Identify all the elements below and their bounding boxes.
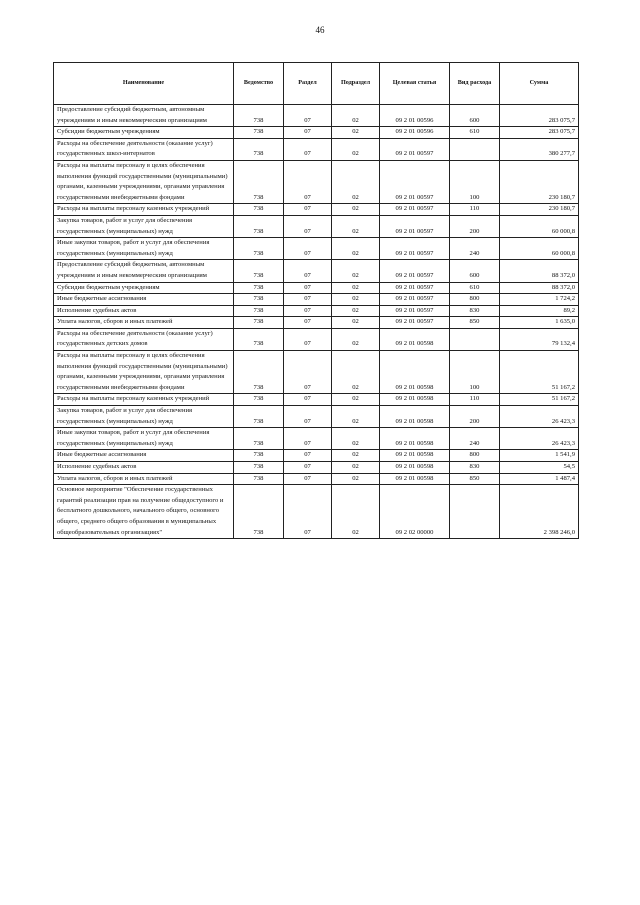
cell-article: 09 2 01 00598 (380, 473, 450, 485)
cell-dept: 738 (234, 485, 284, 539)
cell-article: 09 2 01 00598 (380, 394, 450, 406)
cell-article: 09 2 01 00597 (380, 215, 450, 237)
cell-exptype: 200 (450, 406, 500, 428)
cell-name: Закупка товаров, работ и услуг для обеспечения государственных (муниципальных) нужд (54, 406, 234, 428)
table-row (54, 394, 579, 406)
cell-dept: 738 (234, 473, 284, 485)
cell-exptype: 800 (450, 450, 500, 462)
cell-article: 09 2 01 00598 (380, 428, 450, 450)
cell-name: Иные закупки товаров, работ и услуг для обеспечения государственных (муниципальных) нужд (54, 428, 234, 450)
cell-sum: 54,5 (500, 462, 579, 474)
cell-sum: 230 180,7 (500, 204, 579, 216)
cell-subsection: 02 (332, 105, 380, 127)
cell-subsection: 02 (332, 328, 380, 350)
cell-article: 09 2 01 00598 (380, 406, 450, 428)
cell-subsection: 02 (332, 260, 380, 282)
cell-name: Иные бюджетные ассигнования (54, 294, 234, 306)
cell-name: Расходы на обеспечение деятельности (оказание услуг) государственных детских домов (54, 328, 234, 350)
cell-subsection: 02 (332, 317, 380, 329)
cell-section: 07 (284, 204, 332, 216)
cell-exptype: 850 (450, 473, 500, 485)
cell-dept: 738 (234, 305, 284, 317)
cell-dept: 738 (234, 394, 284, 406)
cell-sum: 1 487,4 (500, 473, 579, 485)
cell-dept: 738 (234, 328, 284, 350)
cell-section: 07 (284, 138, 332, 160)
cell-subsection: 02 (332, 294, 380, 306)
cell-sum: 60 000,8 (500, 238, 579, 260)
table-row (54, 204, 579, 216)
cell-subsection: 02 (332, 282, 380, 294)
cell-exptype: 240 (450, 428, 500, 450)
cell-article: 09 2 01 00597 (380, 282, 450, 294)
cell-sum: 89,2 (500, 305, 579, 317)
table-row (54, 260, 579, 282)
table-row (54, 473, 579, 485)
cell-subsection: 02 (332, 138, 380, 160)
cell-sum: 380 277,7 (500, 138, 579, 160)
cell-article: 09 2 01 00597 (380, 160, 450, 203)
table-row (54, 351, 579, 394)
cell-article: 09 2 01 00597 (380, 260, 450, 282)
cell-exptype (450, 138, 500, 160)
cell-exptype: 610 (450, 282, 500, 294)
cell-dept: 738 (234, 138, 284, 160)
cell-sum: 2 398 246,0 (500, 485, 579, 539)
cell-sum: 60 000,8 (500, 215, 579, 237)
cell-article: 09 2 01 00597 (380, 294, 450, 306)
cell-name: Иные закупки товаров, работ и услуг для обеспечения государственных (муниципальных) нужд (54, 238, 234, 260)
cell-name: Расходы на обеспечение деятельности (оказание услуг) государственных школ-интернатов (54, 138, 234, 160)
table-row (54, 215, 579, 237)
cell-article: 09 2 01 00598 (380, 462, 450, 474)
cell-article: 09 2 01 00597 (380, 138, 450, 160)
cell-sum: 1 541,9 (500, 450, 579, 462)
cell-exptype: 610 (450, 127, 500, 139)
cell-exptype: 850 (450, 317, 500, 329)
cell-section: 07 (284, 473, 332, 485)
cell-exptype: 110 (450, 394, 500, 406)
header-exptype: Вид расхода (450, 63, 500, 105)
cell-sum: 79 132,4 (500, 328, 579, 350)
cell-dept: 738 (234, 160, 284, 203)
table-row (54, 450, 579, 462)
cell-exptype (450, 485, 500, 539)
cell-dept: 738 (234, 317, 284, 329)
cell-name: Предоставление субсидий бюджетным, автономным учреждениям и иным некоммерческим организациям (54, 260, 234, 282)
cell-name: Основное мероприятие "Обеспечение государственных гарантий реализации прав на получение общедоступного и бесплатного дошкольного, начального общего, основного общего, среднего общего образования в муниципальных общеобразовательных организациях" (54, 485, 234, 539)
cell-sum: 51 167,2 (500, 394, 579, 406)
cell-section: 07 (284, 485, 332, 539)
cell-section: 07 (284, 462, 332, 474)
cell-section: 07 (284, 238, 332, 260)
cell-sum: 1 724,2 (500, 294, 579, 306)
cell-name: Предоставление субсидий бюджетным, автономным учреждениям и иным некоммерческим организациям (54, 105, 234, 127)
cell-dept: 738 (234, 215, 284, 237)
cell-exptype: 110 (450, 204, 500, 216)
cell-section: 07 (284, 215, 332, 237)
table-row (54, 406, 579, 428)
cell-name: Субсидии бюджетным учреждениям (54, 282, 234, 294)
table-row (54, 238, 579, 260)
cell-article: 09 2 01 00596 (380, 105, 450, 127)
cell-name: Расходы на выплаты персоналу казенных учреждений (54, 394, 234, 406)
cell-subsection: 02 (332, 485, 380, 539)
cell-article: 09 2 01 00597 (380, 317, 450, 329)
cell-name: Расходы на выплаты персоналу в целях обеспечения выполнения функций государственными (муниципальными) органами, казенными учреждениями, органами управления государственными внебюджетными фондами (54, 160, 234, 203)
table-row (54, 428, 579, 450)
table-row (54, 160, 579, 203)
table-row (54, 138, 579, 160)
table-row (54, 127, 579, 139)
cell-exptype: 200 (450, 215, 500, 237)
cell-exptype: 600 (450, 260, 500, 282)
cell-subsection: 02 (332, 406, 380, 428)
cell-dept: 738 (234, 351, 284, 394)
cell-article: 09 2 01 00597 (380, 204, 450, 216)
cell-subsection: 02 (332, 238, 380, 260)
cell-section: 07 (284, 328, 332, 350)
cell-section: 07 (284, 305, 332, 317)
cell-name: Иные бюджетные ассигнования (54, 450, 234, 462)
header-name: Наименование (54, 63, 234, 105)
cell-article: 09 2 01 00597 (380, 238, 450, 260)
cell-section: 07 (284, 450, 332, 462)
cell-name: Уплата налогов, сборов и иных платежей (54, 473, 234, 485)
cell-section: 07 (284, 260, 332, 282)
cell-sum: 230 180,7 (500, 160, 579, 203)
cell-section: 07 (284, 406, 332, 428)
cell-sum: 51 167,2 (500, 351, 579, 394)
cell-dept: 738 (234, 406, 284, 428)
cell-subsection: 02 (332, 160, 380, 203)
cell-subsection: 02 (332, 462, 380, 474)
cell-article: 09 2 01 00598 (380, 328, 450, 350)
header-subsection: Подраздел (332, 63, 380, 105)
cell-exptype: 830 (450, 462, 500, 474)
cell-name: Субсидии бюджетным учреждениям (54, 127, 234, 139)
cell-section: 07 (284, 428, 332, 450)
cell-subsection: 02 (332, 394, 380, 406)
table-row (54, 485, 579, 539)
cell-article: 09 2 01 00598 (380, 450, 450, 462)
cell-exptype (450, 328, 500, 350)
cell-dept: 738 (234, 238, 284, 260)
cell-dept: 738 (234, 428, 284, 450)
table-row (54, 282, 579, 294)
cell-section: 07 (284, 282, 332, 294)
cell-section: 07 (284, 317, 332, 329)
cell-subsection: 02 (332, 204, 380, 216)
cell-name: Уплата налогов, сборов и иных платежей (54, 317, 234, 329)
cell-sum: 283 075,7 (500, 105, 579, 127)
cell-sum: 88 372,0 (500, 260, 579, 282)
cell-dept: 738 (234, 127, 284, 139)
cell-subsection: 02 (332, 127, 380, 139)
cell-exptype: 100 (450, 160, 500, 203)
header-sum: Сумма (500, 63, 579, 105)
cell-subsection: 02 (332, 428, 380, 450)
budget-table (53, 62, 579, 539)
header-section: Раздел (284, 63, 332, 105)
cell-name: Расходы на выплаты персоналу казенных учреждений (54, 204, 234, 216)
table-row (54, 462, 579, 474)
cell-article: 09 2 01 00596 (380, 127, 450, 139)
table-header-row (54, 63, 579, 105)
cell-section: 07 (284, 294, 332, 306)
table-body (54, 105, 579, 539)
cell-section: 07 (284, 105, 332, 127)
cell-subsection: 02 (332, 351, 380, 394)
cell-sum: 1 635,0 (500, 317, 579, 329)
cell-sum: 26 423,3 (500, 428, 579, 450)
cell-sum: 88 372,0 (500, 282, 579, 294)
table-row (54, 294, 579, 306)
cell-name: Исполнение судебных актов (54, 462, 234, 474)
cell-dept: 738 (234, 282, 284, 294)
cell-section: 07 (284, 160, 332, 203)
header-dept: Ведомство (234, 63, 284, 105)
cell-subsection: 02 (332, 473, 380, 485)
table-row (54, 328, 579, 350)
table-row (54, 305, 579, 317)
cell-subsection: 02 (332, 305, 380, 317)
cell-sum: 26 423,3 (500, 406, 579, 428)
cell-dept: 738 (234, 450, 284, 462)
cell-exptype: 240 (450, 238, 500, 260)
cell-section: 07 (284, 127, 332, 139)
cell-exptype: 800 (450, 294, 500, 306)
cell-dept: 738 (234, 462, 284, 474)
cell-name: Расходы на выплаты персоналу в целях обеспечения выполнения функций государственными (муниципальными) органами, казенными учреждениями, органами управления государственными внебюджетными фондами (54, 351, 234, 394)
cell-article: 09 2 01 00598 (380, 351, 450, 394)
cell-dept: 738 (234, 294, 284, 306)
cell-subsection: 02 (332, 215, 380, 237)
cell-exptype: 830 (450, 305, 500, 317)
cell-section: 07 (284, 394, 332, 406)
cell-dept: 738 (234, 260, 284, 282)
header-article: Целевая статья (380, 63, 450, 105)
cell-section: 07 (284, 351, 332, 394)
cell-article: 09 2 02 00000 (380, 485, 450, 539)
page-number: 46 (315, 25, 325, 35)
cell-sum: 283 075,7 (500, 127, 579, 139)
cell-dept: 738 (234, 105, 284, 127)
cell-subsection: 02 (332, 450, 380, 462)
cell-name: Закупка товаров, работ и услуг для обеспечения государственных (муниципальных) нужд (54, 215, 234, 237)
table-row (54, 105, 579, 127)
cell-article: 09 2 01 00597 (380, 305, 450, 317)
cell-dept: 738 (234, 204, 284, 216)
cell-exptype: 100 (450, 351, 500, 394)
cell-exptype: 600 (450, 105, 500, 127)
cell-name: Исполнение судебных актов (54, 305, 234, 317)
table-row (54, 317, 579, 329)
